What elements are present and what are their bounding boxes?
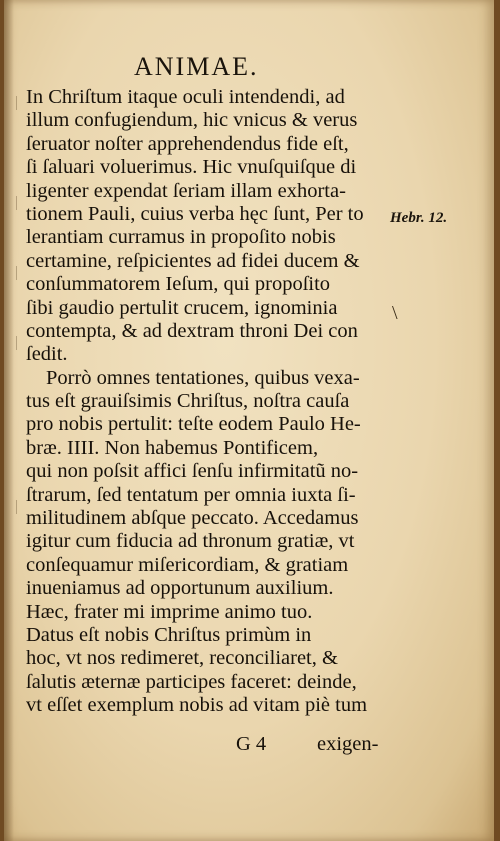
text-line: ſalutis æternæ participes faceret: deinde,: [26, 670, 357, 693]
text-line: igitur cum fiducia ad thronum gratiæ, vt: [26, 530, 355, 553]
main-text-block: [26, 86, 396, 718]
text-line: Hæc, frater mi imprime animo tuo.: [26, 600, 313, 623]
text-line: militudinem abſque peccato. Accedamus: [26, 507, 359, 530]
bleed-mark: [16, 96, 23, 110]
text-line: conſequamur miſericordiam, & gratiam: [26, 553, 349, 576]
text-line-paragraph-start: Porrò omnes tentationes, quibus vexa-: [46, 366, 360, 389]
text-line: hoc, vt nos redimeret, reconciliaret, &: [26, 647, 338, 670]
text-line: ſeruator noſter apprehendendus fide eſt,: [26, 132, 349, 155]
bleed-mark: [16, 266, 23, 280]
text-line: qui non poſsit affici ſenſu infirmitatũ no-: [26, 460, 359, 483]
book-page: [4, 0, 494, 841]
signature-mark: G 4: [236, 733, 267, 755]
text-line: lerantiam curramus in propoſito nobis: [26, 226, 336, 249]
running-head: ANIMAE.: [134, 52, 259, 81]
text-line: tionem Pauli, cuius verba hęc ſunt, Per to: [26, 202, 364, 225]
text-line: pro nobis pertulit: teſte eodem Paulo He-: [26, 413, 361, 436]
text-line: In Chriſtum itaque oculi intendendi, ad: [26, 86, 345, 108]
text-line: conſummatorem Ieſum, qui propoſito: [26, 273, 331, 296]
text-line: ſtrarum, ſed tentatum per omnia iuxta ſi-: [26, 483, 356, 506]
text-line: contempta, & ad dextram throni Dei con: [26, 319, 358, 342]
margin-mark: \: [392, 302, 398, 324]
bleed-mark: [16, 336, 23, 350]
bleed-mark: [16, 500, 23, 514]
text-line: ſi ſaluari voluerimus. Hic vnuſquiſque di: [26, 156, 357, 179]
bleed-mark: [16, 196, 23, 210]
text-line: ſibi gaudio pertulit crucem, ignominia: [26, 296, 338, 319]
text-line: ligenter expendat ſeriam illam exhorta-: [26, 179, 346, 202]
text-line: Datus eſt nobis Chriſtus primùm in: [26, 623, 312, 646]
catchword: exigen-: [317, 733, 379, 755]
text-line: certamine, reſpicientes ad fidei ducem &: [26, 249, 360, 272]
text-line: ſedit.: [26, 343, 68, 366]
text-line: bræ. IIII. Non habemus Pontificem,: [26, 436, 319, 459]
page-gutter-shadow: [4, 0, 14, 841]
margin-note: Hebr. 12.: [390, 210, 448, 226]
text-line: tus eſt grauiſsimis Chriſtus, noſtra cauſa: [26, 390, 350, 413]
text-line: inueniamus ad opportunum auxilium.: [26, 577, 334, 600]
text-line: vt eſſet exemplum nobis ad vitam piè tum: [26, 694, 368, 717]
text-line: illum confugiendum, hic vnicus & verus: [26, 109, 358, 132]
